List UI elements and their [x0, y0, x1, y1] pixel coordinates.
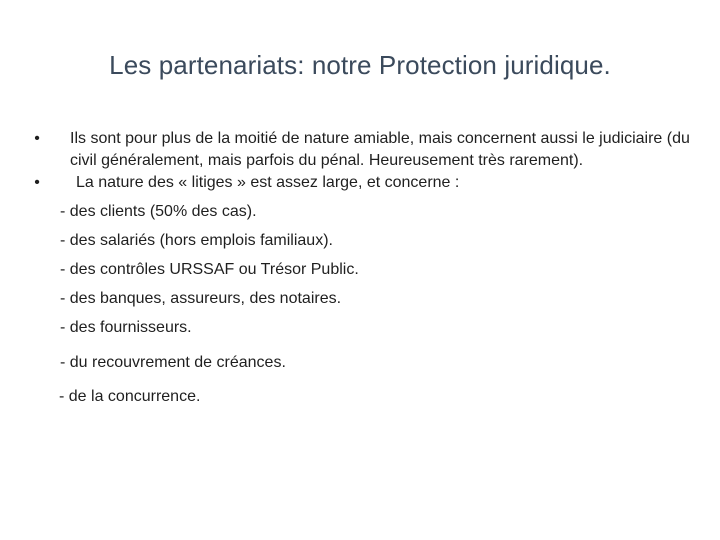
sub-item-salaries: - des salariés (hors emplois familiaux).: [60, 232, 333, 249]
sub-item-concurrence: - de la concurrence.: [59, 388, 201, 405]
bullet-item: [30, 128, 700, 172]
sub-item-fournisseurs: - des fournisseurs.: [60, 319, 192, 336]
bullet-marker: •: [34, 174, 40, 191]
bullet-text: La nature des « litiges » est assez large, et concerne :: [76, 174, 460, 191]
slide-title: Les partenariats: notre Protection juridique.: [109, 50, 611, 80]
bullet-item: [30, 172, 700, 194]
sub-item-recouvrement: - du recouvrement de créances.: [60, 354, 286, 371]
slide-body: [30, 128, 700, 408]
sub-item-controles: - des contrôles URSSAF ou Trésor Public.: [60, 261, 359, 278]
bullet-marker: •: [34, 130, 40, 147]
sub-item-banques: - des banques, assureurs, des notaires.: [60, 290, 342, 307]
bullet-text: Ils sont pour plus de la moitié de nature amiable, mais concernent aussi le judiciaire (du civil généralement, mais parfois du pénal. Heureusement très rarement).: [70, 130, 690, 169]
sub-item-clients: - des clients (50% des cas).: [60, 203, 257, 220]
